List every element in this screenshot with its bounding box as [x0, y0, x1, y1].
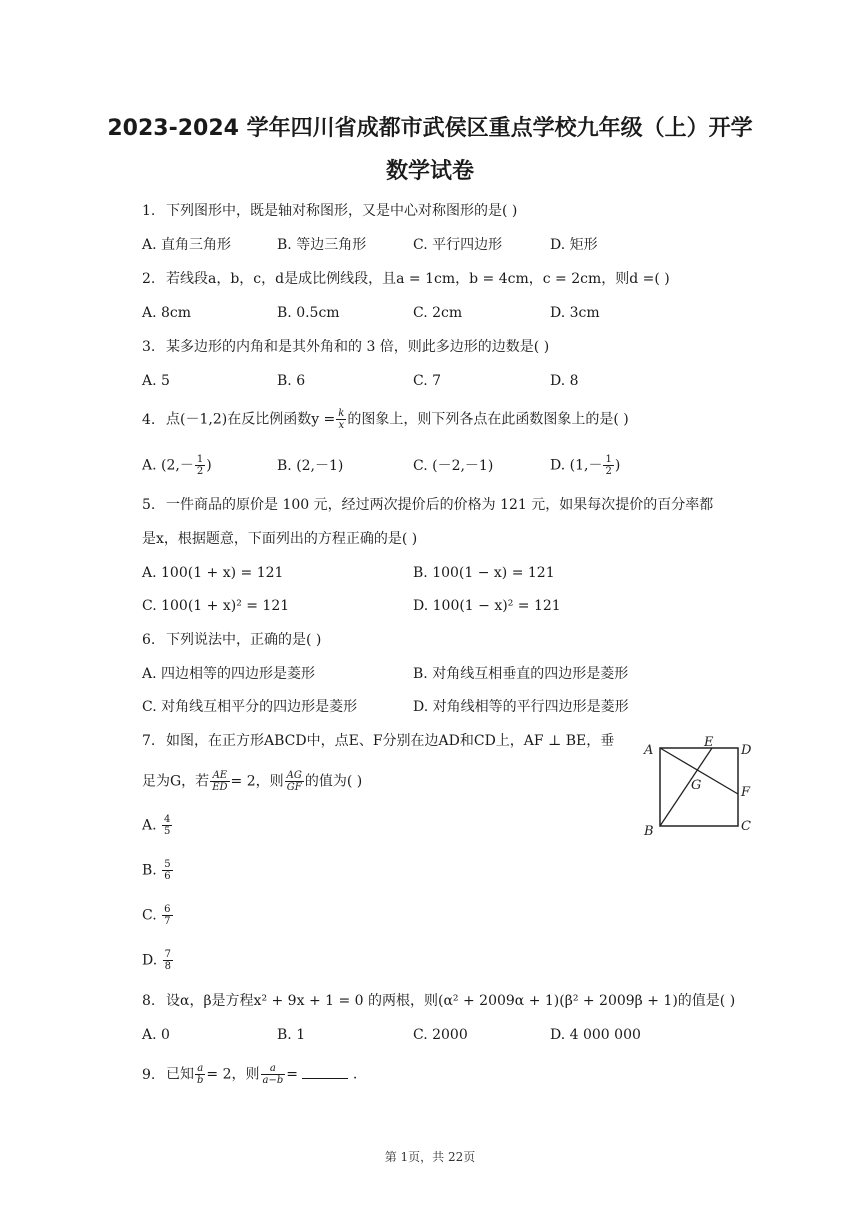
q1-option-a: A. 直角三角形 [142, 237, 232, 253]
denominator: 2 [605, 466, 612, 477]
q6-option-c: C. 对角线互相平分的四边形是菱形 [142, 699, 358, 715]
numerator: AG [286, 770, 302, 781]
question-2-stem [142, 269, 670, 289]
q7-option-c [142, 904, 174, 927]
question-text: = [286, 1066, 298, 1083]
denominator: x [338, 420, 345, 431]
option-label: A. [142, 817, 157, 834]
question-text: = 2，则 [230, 773, 284, 790]
question-text: . [352, 1066, 358, 1083]
question-text: 某多边形的内角和是其外角和的 3 倍，则此多边形的边数是( ) [166, 339, 550, 355]
q1-option-b: B. 等边三角形 [277, 237, 367, 253]
q2-option-b: B. 0.5cm [277, 305, 340, 321]
question-text: 设α，β是方程x² + 9x + 1 = 0 的两根，则(α² + 2009α + 1)(β² + 2009β + 1)的值是( ) [166, 993, 736, 1009]
q6-option-a: A. 四边相等的四边形是菱形 [142, 666, 316, 682]
option-label: D. [142, 952, 158, 969]
question-6-stem [142, 630, 321, 650]
question-number: 5. [142, 497, 156, 513]
question-1-stem [142, 201, 517, 221]
denominator: a−b [262, 1075, 284, 1086]
question-8-stem [142, 991, 735, 1011]
question-3-stem [142, 337, 549, 357]
label-c: C [741, 819, 751, 834]
q8-option-a: A. 0 [142, 1027, 170, 1043]
question-text: 的值为( ) [304, 773, 363, 790]
square-abcd-figure [638, 732, 758, 840]
label-g: G [691, 778, 702, 793]
question-text: = 2，则 [206, 1066, 260, 1083]
option-text: D. (1,－ [550, 457, 603, 474]
fraction [603, 454, 613, 477]
numerator: 1 [196, 454, 204, 465]
fraction [195, 454, 205, 477]
question-text: 若线段a，b，c，d是成比例线段，且a = 1cm，b = 4cm，c = 2cm，则d =( ) [166, 271, 670, 287]
q8-option-d: D. 4 000 000 [550, 1027, 641, 1043]
question-text: 点(－1,2)在反比例函数y = [166, 411, 336, 428]
q4-option-c: C. (－2,－1) [413, 458, 494, 474]
denominator: 5 [164, 826, 171, 837]
question-7-stem-cont [142, 770, 362, 793]
q7-option-a [142, 814, 173, 837]
denominator: 6 [164, 871, 171, 882]
denominator: GF [286, 782, 302, 793]
fraction [162, 814, 172, 837]
numerator: a [195, 1063, 205, 1075]
question-9-stem [142, 1063, 357, 1086]
q3-option-a: A. 5 [142, 373, 170, 389]
numerator: k [338, 408, 345, 419]
segment-be [660, 748, 712, 826]
question-number: 9. [142, 1066, 156, 1083]
label-d: D [741, 743, 752, 758]
page-title-line1: 2023-2024 学年四川省成都市武侯区重点学校九年级（上）开学 [107, 116, 753, 141]
question-text: 一件商品的原价是 100 元，经过两次提价后的价格为 121 元，如果每次提价的百分率都 [166, 497, 714, 513]
numerator: AE [210, 770, 229, 782]
q2-option-d: D. 3cm [550, 305, 600, 321]
fraction [195, 1063, 205, 1086]
label-f: F [741, 785, 751, 800]
question-number: 1. [142, 203, 156, 219]
answer-blank[interactable] [302, 1064, 348, 1079]
page-title-line2: 数学试卷 [385, 159, 474, 184]
option-text: ) [614, 457, 621, 474]
question-text: 下列说法中，正确的是( ) [166, 632, 322, 648]
q4-option-a [142, 454, 212, 477]
q5-option-b: B. 100(1 − x) = 121 [413, 565, 555, 581]
question-7-stem [142, 731, 614, 751]
label-a: A [644, 743, 654, 758]
numerator: 7 [164, 949, 172, 960]
q5-option-a: A. 100(1 + x) = 121 [142, 565, 284, 581]
question-text: 的图象上，则下列各点在此函数图象上的是( ) [347, 411, 629, 428]
label-b: B [644, 824, 654, 839]
q6-option-d: D. 对角线相等的平行四边形是菱形 [413, 699, 629, 715]
q4-option-b: B. (2,－1) [277, 458, 344, 474]
denominator: 2 [196, 466, 204, 477]
q4-option-d [550, 454, 620, 477]
question-number: 7. [142, 733, 156, 749]
question-number: 4. [142, 411, 156, 428]
question-5-stem [142, 495, 713, 515]
numerator: a [261, 1063, 286, 1075]
fraction [336, 408, 346, 431]
numerator: 1 [605, 454, 612, 465]
denominator: b [197, 1075, 204, 1086]
q1-option-c: C. 平行四边形 [413, 237, 503, 253]
question-4-stem [142, 408, 629, 431]
q3-option-c: C. 7 [413, 373, 442, 389]
question-text: 足为G，若 [142, 773, 210, 790]
q2-option-a: A. 8cm [142, 305, 192, 321]
q5-option-d: D. 100(1 − x)² = 121 [413, 598, 561, 614]
fraction [162, 904, 172, 927]
option-label: B. [142, 862, 157, 879]
q7-option-b [142, 859, 174, 882]
fraction [210, 770, 229, 793]
question-number: 8. [142, 993, 156, 1009]
question-text: 已知 [166, 1066, 194, 1083]
numerator: 5 [164, 859, 171, 870]
q8-option-c: C. 2000 [413, 1027, 468, 1043]
option-label: C. [142, 907, 157, 924]
denominator: ED [212, 782, 228, 793]
page-footer: 第 1页，共 22页 [384, 1150, 476, 1164]
fraction [261, 1063, 286, 1086]
numerator: 6 [164, 904, 171, 915]
label-e: E [704, 735, 714, 750]
fraction [162, 859, 172, 882]
q6-option-b: B. 对角线互相垂直的四边形是菱形 [413, 666, 629, 682]
question-number: 3. [142, 339, 156, 355]
q3-option-b: B. 6 [277, 373, 306, 389]
option-text: ) [206, 457, 212, 474]
q8-option-b: B. 1 [277, 1027, 306, 1043]
question-number: 2. [142, 271, 156, 287]
denominator: 7 [164, 916, 171, 927]
question-text: 如图，在正方形ABCD中，点E、F分别在边AD和CD上，AF ⊥ BE，垂 [166, 733, 615, 749]
fraction [163, 949, 173, 972]
question-5-stem-cont: 是x，根据题意，下面列出的方程正确的是( ) [142, 531, 418, 547]
q7-option-d [142, 949, 174, 972]
q3-option-d: D. 8 [550, 373, 579, 389]
question-number: 6. [142, 632, 156, 648]
denominator: 8 [164, 961, 172, 972]
q5-option-c: C. 100(1 + x)² = 121 [142, 598, 290, 614]
q1-option-d: D. 矩形 [550, 237, 598, 253]
fraction [285, 770, 304, 793]
question-text: 下列图形中，既是轴对称图形，又是中心对称图形的是( ) [166, 203, 518, 219]
q2-option-c: C. 2cm [413, 305, 463, 321]
option-text: A. (2,－ [142, 457, 194, 474]
numerator: 4 [164, 814, 171, 825]
